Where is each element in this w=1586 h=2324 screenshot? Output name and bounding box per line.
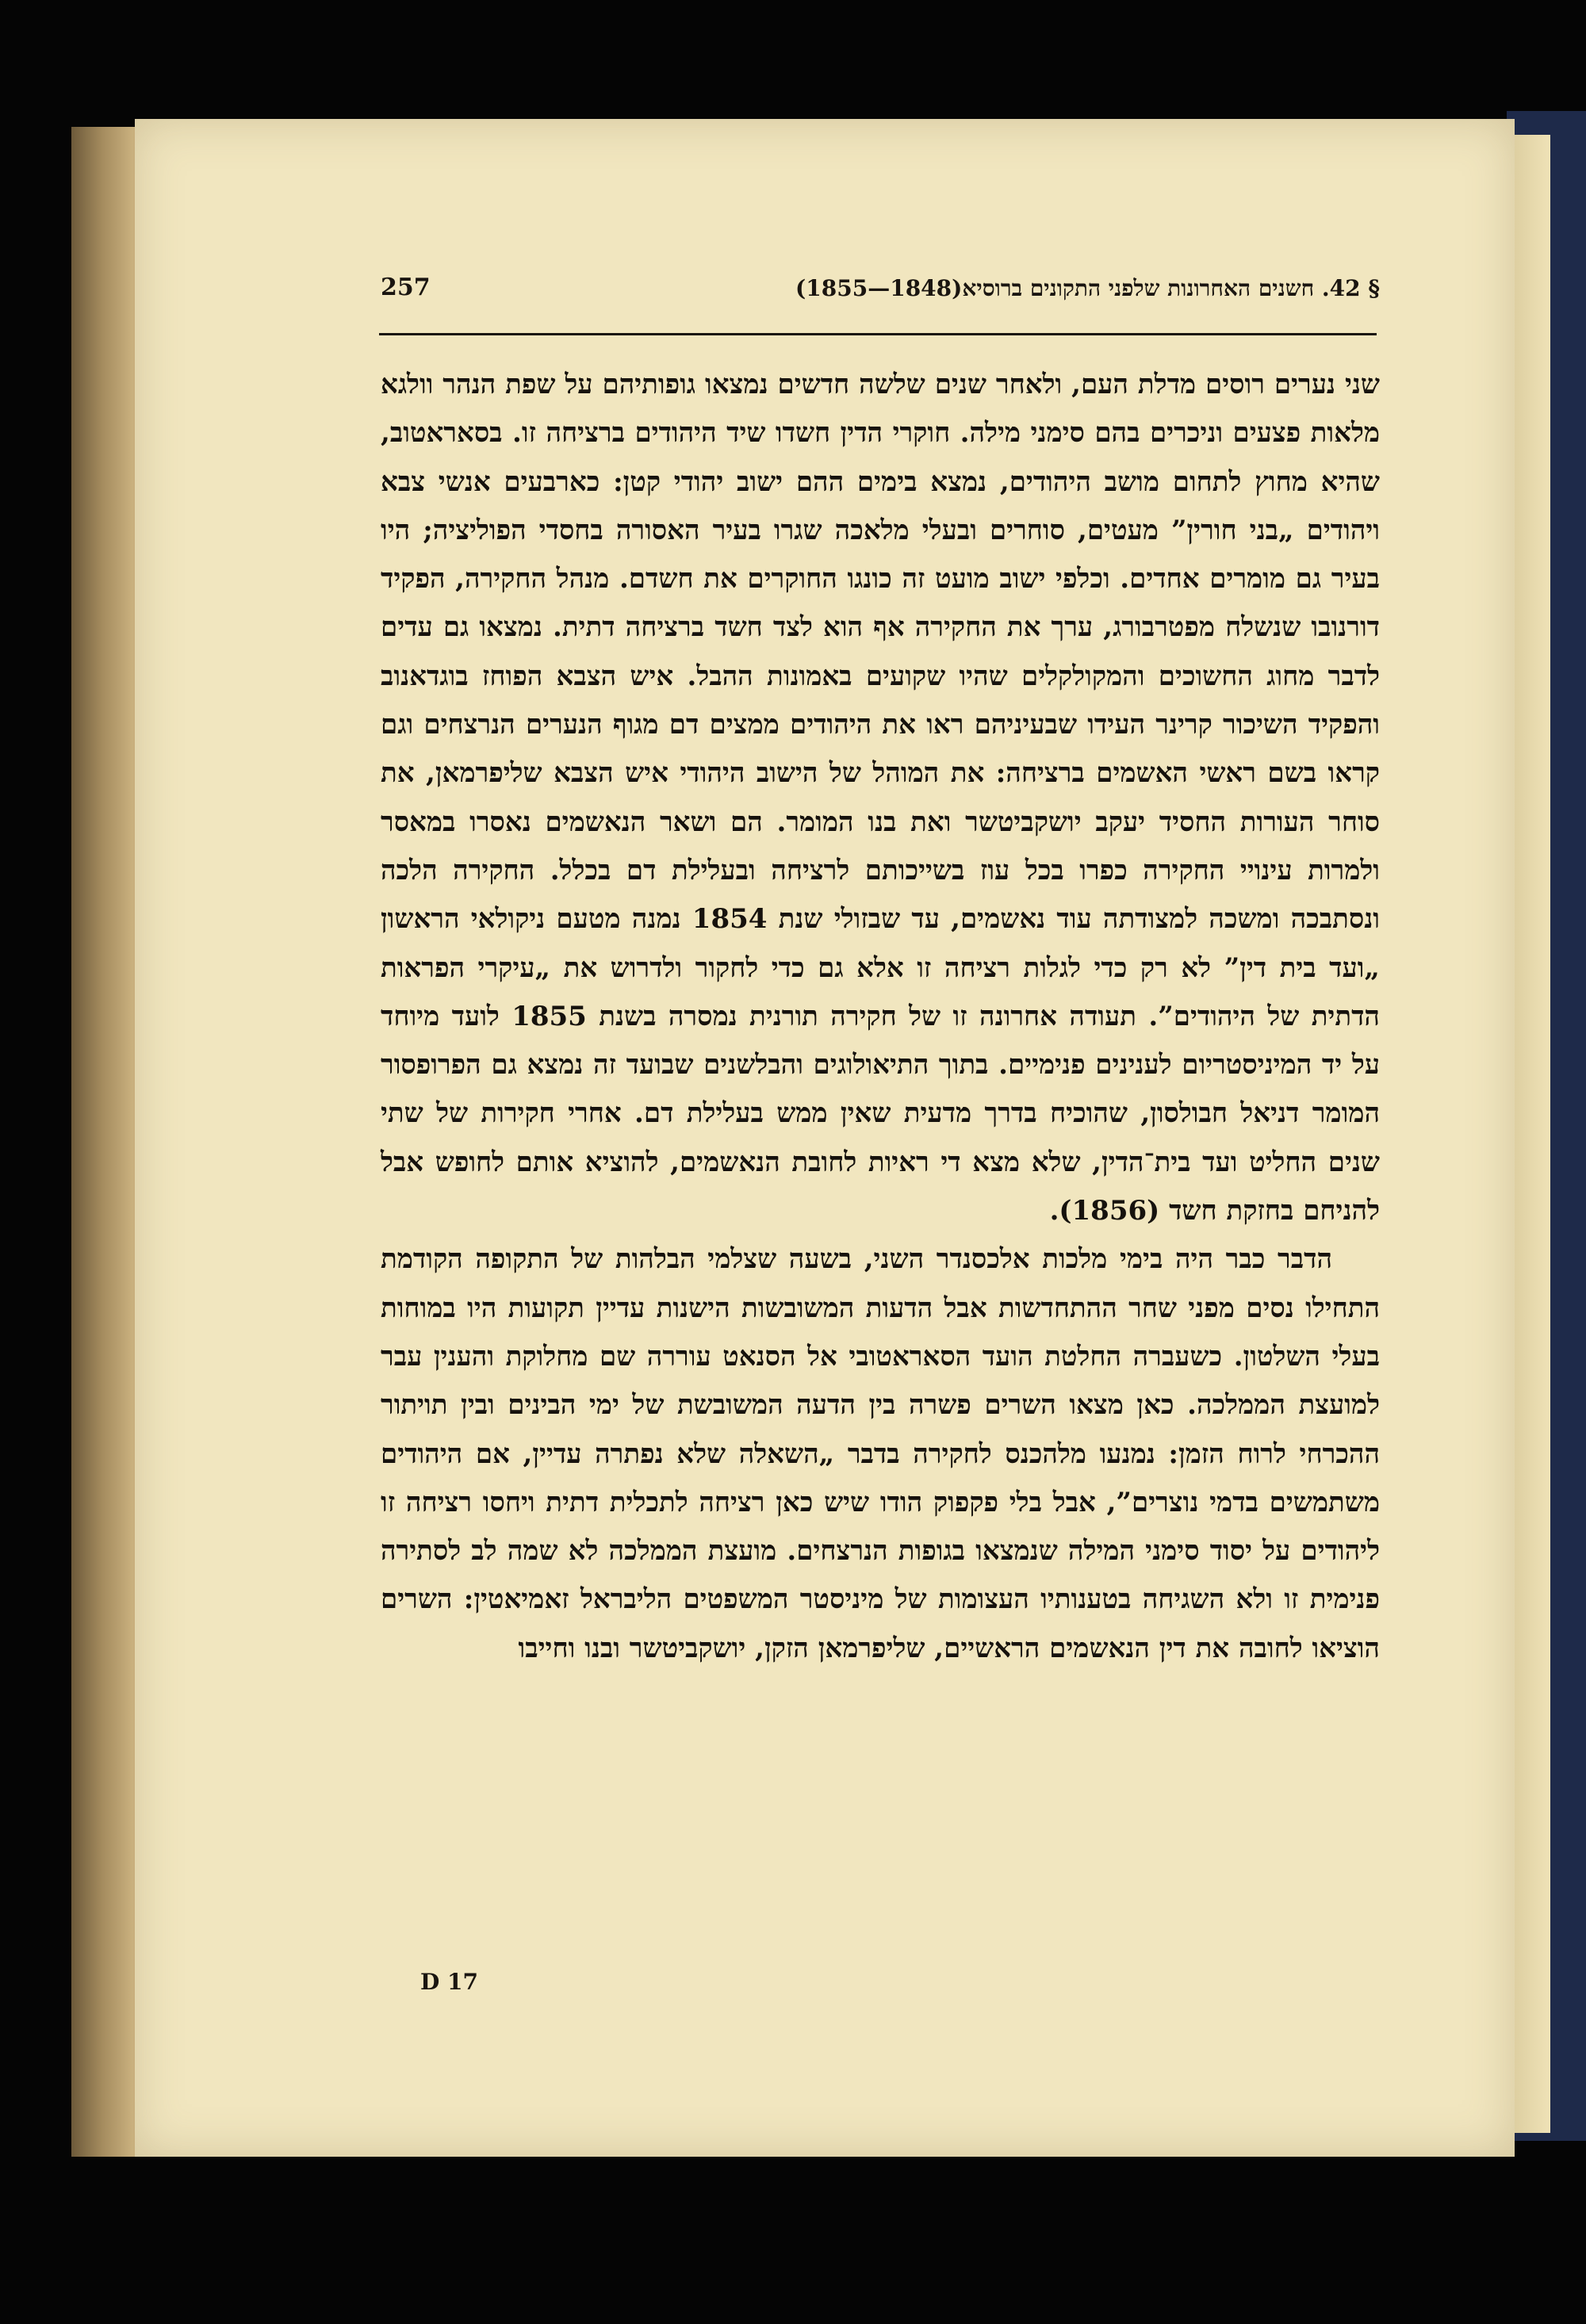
paragraph-1: שני נערים רוסים מדלת העם, ולאחר שנים שלשה חדשים נמצאו גופותיהם על שפת הנהר וולגא מלאות פצעים וניכרים בהם סימני מילה. חוקרי הדין חשדו שיד היהודים ברציחה זו. בסאראטוב, שהיא מחוץ לתחום מושב היהודים, נמצא בימים ההם ישוב יהודי קטן: כארבעים אנשי צבא ויהודים „בני חורין” מעטים, סוחרים ובעלי מלאכה שגרו בעיר האסורה בחסדי הפוליציה; היו בעיר גם מומרים אחדים. וכלפי ישוב מועט זה כונגו החוקרים את חשדם. מנהל החקירה, הפקיד דורנובו שנשלח מפטרבורג, ערך את החקירה אף הוא לצד חשד ברציחה דתית. נמצאו גם עדים לדבר מחוג החשוכים והמקולקלים שהיו שקועים באמונות ההבל. איש הצבא הפוחז בוגדאנוב והפקיד השיכור קרינר העידו שבעיניהם ראו את היהודים ממצים דם מגוף הנערים הנרצחים וגם קראו בשם ראשי האשמים ברציחה: את המוהל של הישוב היהודי איש הצבא שליפרמאן, את סוחר העורות החסיד יעקב יושקביטשר ואת בנו המומר. הם ושאר הנאשמים נאסרו במאסר ולמרות עינויי החקירה כפרו בכל עוז בשייכותם לרציחה ובעלילת דם בכלל. החקירה הלכה ונסתבכה ומשכה למצודתה עוד נאשמים, עד שבזולי שנת 1854 נמנה מטעם ניקולאי הראשון „ועד בית דין” לא רק כדי לגלות רציחה זו אלא גם כדי לחקור ולדרוש את „עיקרי הפראות הדתית של היהודים”. תעודה אחרונה זו של חקירה תורנית נמסרה בשנת 1855 לועד מיוחד על יד המיניסטריום לענינים פנימיים. בתוך התיאולוגים והבלשנים שבועד זה נמצא גם הפרופסור המומר דניאל חבולסון, שהוכיח בדרך מדעית שאין ממש בעלילת דם. אחרי חקירות של שתי שנים החליט ועד בית־הדין, שלא מצא די ראיות לחובת הנאשמים, להוציא אותם לחופש אבל להניחם בחזקת חשד (1856). (381, 369, 1380, 1227)
running-title: § 42. חשנים האחרונות שלפני התקונים ברוסיא(1848—1855) (795, 275, 1380, 301)
paragraph-2: הדבר כבר היה בימי מלכות אלכסנדר השני, בשעה שצלמי הבלהות של התקופה הקודמת התחילו נסים מפני שחר ההתחדשות אבל הדעות המשובשות הישנות עדיין תקועות היו במוחות בעלי השלטון. כשעברה החלטת הועד הסאראטובי אל הסנאט עוררה שם מחלוקת והענין עבר למועצת הממלכה. כאן מצאו השרים פשרה בין הדעה המשובשת של ימי הבינים ובין תויתור ההכרחי לרוח הזמן: נמנעו מלהכנס לחקירה בדבר „השאלה שלא נפתרה עדיין, אם היהודים משתמשים בדמי נוצרים”, אבל בלי פקפוק הודו שיש כאן רציחה לתכלית דתית ויחסו רציחה זו ליהודים על יסוד סימני המילה שנמצאו בגופות הנרצחים. מועצת הממלכה לא שמה לב לסתירה פנימית זו ולא השגיחה בטענותיו העצומות של מיניסטר המשפטים הליבראל זאמיאטין: השרים הוציאו לחובה את דין הנאשמים הראשיים, שליפרמאן הזקן, יושקביטשר ובנו וחייבו (381, 1243, 1380, 1664)
page-header (381, 274, 1380, 321)
body-text (381, 361, 1380, 1673)
page-number: 257 (381, 274, 431, 301)
signature-mark: D 17 (420, 1969, 478, 1995)
header-rule (379, 333, 1377, 335)
